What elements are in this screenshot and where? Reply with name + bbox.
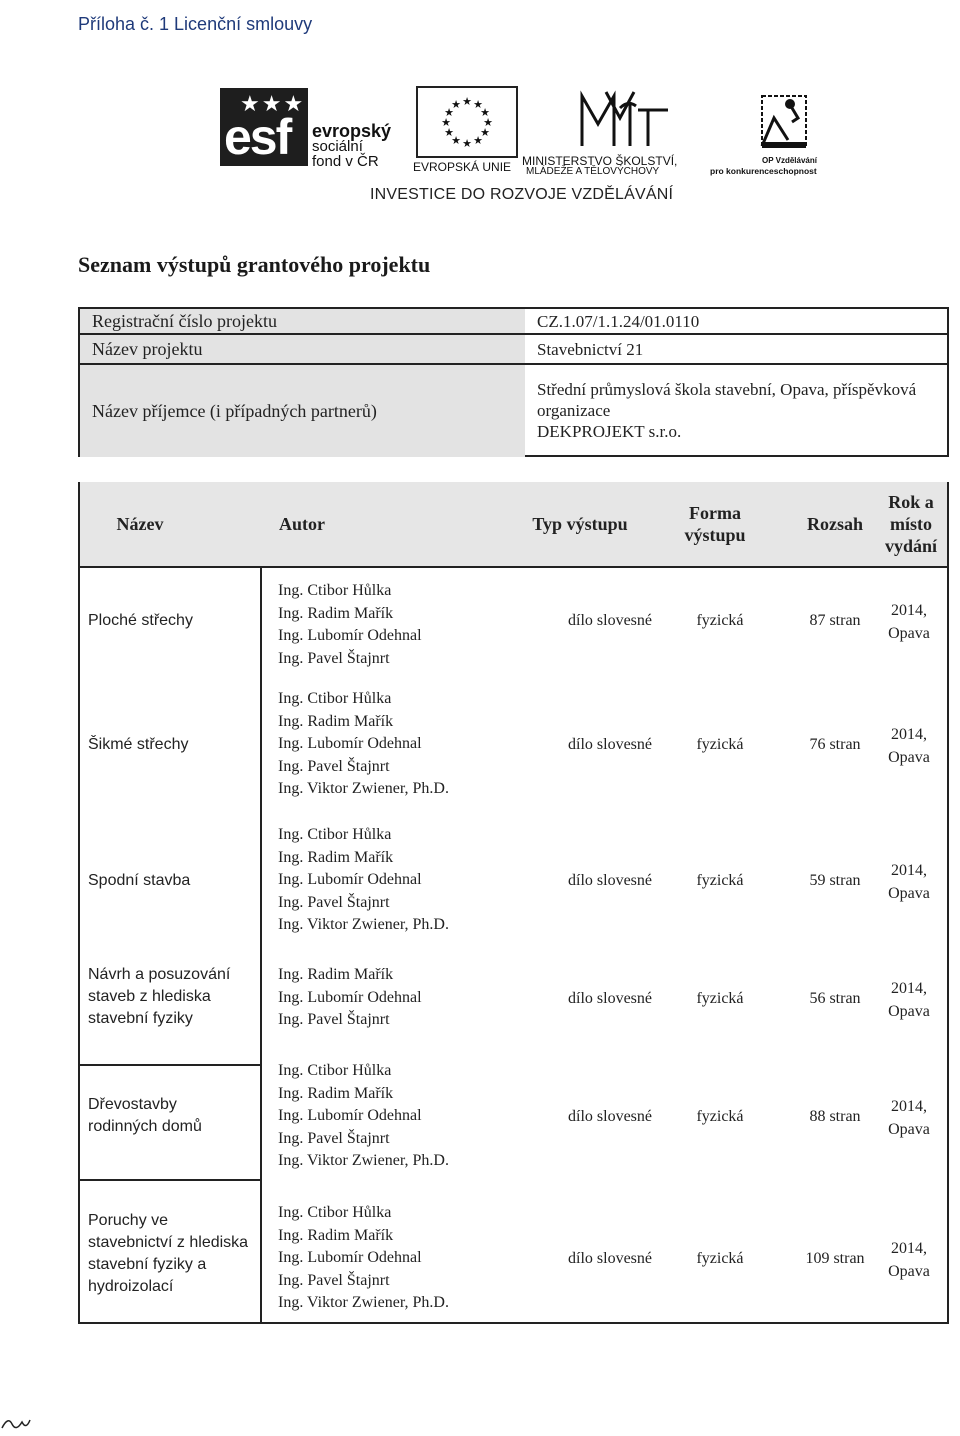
row-2-form: fyzická: [696, 736, 744, 753]
row-5-form: fyzická: [696, 1108, 744, 1125]
row-3-name: Spodní stavba: [88, 872, 191, 889]
outputs-table: [78, 482, 949, 1324]
header-author: Autor: [279, 514, 325, 534]
row-3-type: dílo slovesné: [568, 872, 652, 889]
header-name: Název: [116, 514, 164, 534]
esf-stars-icon: ★★★: [240, 92, 306, 117]
info-row-project-name: [80, 335, 947, 365]
eu-flag-icon: [416, 86, 518, 158]
logo-band: [220, 86, 950, 206]
row-5-name: Dřevostavby rodinných domů: [88, 1096, 202, 1135]
investice-tagline: INVESTICE DO ROZVOJE VZDĚLÁVÁNÍ: [370, 186, 674, 203]
row-1-year: 2014, Opava: [888, 602, 930, 642]
row-2-name: Šikmé střechy: [88, 736, 189, 753]
info-row-registration: [80, 309, 947, 335]
row-2-year: 2014, Opava: [888, 726, 930, 766]
row-5-authors: Ing. Ctibor Hůlka Ing. Radim Mařík Ing. Lubomír Odehnal Ing. Pavel Štajnrt Ing. Viktor Zwiener, Ph.D.: [278, 1062, 449, 1169]
row-3-form: fyzická: [696, 872, 744, 889]
annex-heading: Příloha č. 1 Licenční smlouvy: [78, 14, 313, 34]
info-row-recipient: [80, 365, 947, 457]
op-line-2: pro konkurenceschopnost: [710, 166, 817, 176]
svg-text:★: ★: [451, 134, 461, 147]
op-logo-icon: [732, 88, 812, 154]
row-6-range: 109 stran: [805, 1250, 865, 1267]
document-title: Seznam výstupů grantového projektu: [78, 252, 431, 277]
esf-word-1: evropský: [312, 121, 392, 141]
row-5-year: 2014, Opava: [888, 1098, 930, 1138]
row-4-authors: Ing. Radim Mařík Ing. Lubomír Odehnal Ing. Pavel Štajnrt: [278, 966, 422, 1028]
project-name-value: Stavebnictví 21: [537, 340, 644, 359]
project-info-table: [78, 307, 949, 457]
esf-word-2: sociální: [312, 138, 363, 155]
row-2-range: 76 stran: [809, 736, 861, 753]
msmt-logo-icon: [576, 88, 696, 152]
msmt-line-1: MINISTERSTVO ŠKOLSTVÍ,: [522, 154, 678, 168]
esf-logo: [220, 88, 308, 166]
name-column-rule: [260, 566, 262, 1322]
row-rule: [80, 1064, 260, 1066]
row-6-year: 2014, Opava: [888, 1240, 930, 1280]
svg-text:★: ★: [473, 98, 483, 111]
row-3-authors: Ing. Ctibor Hůlka Ing. Radim Mařík Ing. Lubomír Odehnal Ing. Pavel Štajnrt Ing. Viktor Zwiener, Ph.D.: [278, 826, 449, 933]
row-6-type: dílo slovesné: [568, 1250, 652, 1267]
outputs-header: [80, 482, 947, 566]
row-3-range: 59 stran: [809, 872, 861, 889]
row-1-name: Ploché střechy: [88, 612, 193, 629]
row-2-authors: Ing. Ctibor Hůlka Ing. Radim Mařík Ing. Lubomír Odehnal Ing. Pavel Štajnrt Ing. Viktor Zwiener, Ph.D.: [278, 690, 449, 797]
svg-text:★: ★: [462, 95, 472, 108]
row-6-form: fyzická: [696, 1250, 744, 1267]
row-4-form: fyzická: [696, 990, 744, 1007]
svg-text:★: ★: [462, 137, 472, 150]
svg-text:★: ★: [444, 126, 454, 139]
esf-word-3: fond v ČR: [312, 153, 379, 170]
recipient-label: Název příjemce (i případných partnerů): [80, 365, 525, 457]
header-rule: [80, 566, 947, 568]
row-6-authors: Ing. Ctibor Hůlka Ing. Radim Mařík Ing. Lubomír Odehnal Ing. Pavel Štajnrt Ing. Viktor Zwiener, Ph.D.: [278, 1204, 449, 1311]
header-form: Forma výstupu: [684, 503, 746, 545]
registration-value: CZ.1.07/1.1.24/01.0110: [537, 312, 700, 331]
row-4-range: 56 stran: [809, 990, 861, 1007]
esf-letters-icon: esf: [224, 109, 291, 165]
eu-label: EVROPSKÁ UNIE: [413, 160, 512, 174]
signature-mark: [0, 1414, 32, 1434]
svg-text:★: ★: [483, 116, 493, 129]
project-name-label: Název projektu: [80, 335, 525, 363]
row-5-range: 88 stran: [809, 1108, 861, 1125]
svg-text:★: ★: [441, 116, 451, 129]
row-4-name: Návrh a posuzování staveb z hlediska stavební fyziky: [88, 966, 231, 1027]
row-1-authors: Ing. Ctibor Hůlka Ing. Radim Mařík Ing. Lubomír Odehnal Ing. Pavel Štajnrt: [278, 582, 422, 667]
header-type: Typ výstupu: [532, 514, 628, 534]
svg-text:★: ★: [480, 126, 490, 139]
row-5-type: dílo slovesné: [568, 1108, 652, 1125]
row-6-name: Poruchy ve stavebnictví z hlediska stavební fyziky a hydroizolací: [88, 1212, 249, 1295]
row-3-year: 2014, Opava: [888, 862, 930, 902]
row-2-type: dílo slovesné: [568, 736, 652, 753]
svg-text:★: ★: [444, 106, 454, 119]
op-line-1: OP Vzdělávání: [762, 156, 817, 165]
row-1-range: 87 stran: [809, 612, 861, 629]
svg-text:★: ★: [480, 106, 490, 119]
header-year: Rok a místo vydání: [884, 492, 938, 556]
row-1-type: dílo slovesné: [568, 612, 652, 629]
row-rule: [80, 1179, 260, 1181]
svg-text:★: ★: [473, 134, 483, 147]
row-4-type: dílo slovesné: [568, 990, 652, 1007]
registration-label: Registrační číslo projektu: [80, 309, 525, 333]
header-range: Rozsah: [806, 514, 863, 534]
esf-wordmark: [312, 121, 392, 170]
row-4-year: 2014, Opava: [888, 980, 930, 1020]
row-1-form: fyzická: [696, 612, 744, 629]
recipient-value: Střední průmyslová škola stavební, Opava, příspěvková organizace DEKPROJEKT s.r.o.: [537, 380, 917, 441]
svg-text:★: ★: [451, 98, 461, 111]
msmt-line-2: MLÁDEŽE A TĚLOVÝCHOVY: [526, 166, 660, 177]
